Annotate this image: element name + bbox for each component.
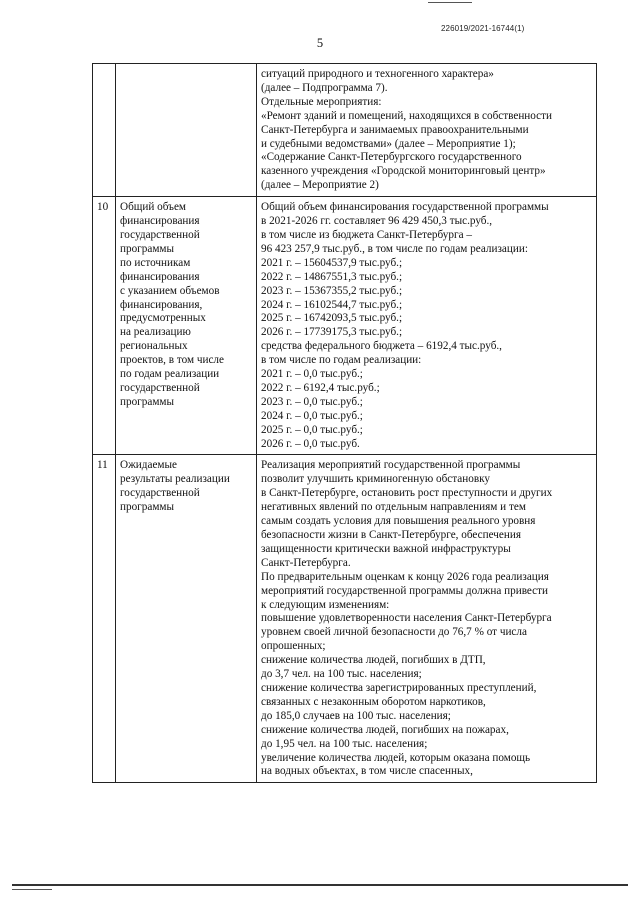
row-number	[93, 64, 116, 197]
row-content	[257, 197, 597, 455]
label-line: предусмотренных	[120, 312, 206, 325]
content-line: 2022 г. – 6192,4 тыс.руб.;	[261, 381, 380, 394]
content-line: 2025 г. – 16742093,5 тыс.руб.;	[261, 312, 403, 325]
label-line: финансирования	[120, 270, 200, 283]
label-line: финансирования,	[120, 298, 203, 311]
label-line: государственной	[120, 228, 200, 241]
content-line: средства федерального бюджета – 6192,4 тыс.руб.,	[261, 340, 502, 353]
label-line: Ожидаемые	[120, 459, 177, 472]
table-row	[93, 197, 597, 455]
document-id: 226019/2021-16744(1)	[441, 24, 525, 33]
content-line: Реализация мероприятий государственной программы	[261, 459, 521, 472]
content-line: (далее – Мероприятие 2)	[261, 179, 379, 192]
content-line: Санкт-Петербурга и занимаемых правоохранительными	[261, 123, 529, 136]
content-line: самым создать условия для повышения реального уровня	[261, 515, 536, 528]
content-line: увеличение количества людей, которым оказана помощь	[261, 751, 531, 764]
label-line: по годам реализации	[120, 368, 220, 381]
label-line: государственной	[120, 487, 200, 500]
page-number: 5	[316, 36, 324, 50]
top-mark-line	[428, 2, 472, 3]
content-line: Санкт-Петербурга.	[261, 556, 351, 569]
content-line: повышение удовлетворенности населения Санкт-Петербурга	[261, 612, 552, 625]
content-line: 2021 г. – 15604537,9 тыс.руб.;	[261, 256, 403, 269]
passport-table	[92, 63, 597, 783]
table-body	[93, 64, 597, 783]
content-line: на водных объектах, в том числе спасенных,	[261, 765, 473, 778]
content-line: опрошенных;	[261, 640, 326, 653]
content-line: до 185,0 случаев на 100 тыс. населения;	[261, 709, 451, 722]
row-label	[116, 197, 257, 455]
label-line: на реализацию	[120, 326, 191, 339]
content-line: и судебными ведомствами» (далее – Мероприятие 1);	[261, 137, 516, 150]
row-content	[257, 64, 597, 197]
content-line: позволит улучшить криминогенную обстановку	[261, 473, 490, 486]
content-line: 96 423 257,9 тыс.руб., в том числе по годам реализации:	[261, 242, 528, 255]
content-line: 2026 г. – 0,0 тыс.руб.	[261, 437, 360, 450]
content-line: 2025 г. – 0,0 тыс.руб.;	[261, 423, 363, 436]
content-line: негативных явлений по отдельным направлениям и тем	[261, 501, 526, 514]
label-line: по источникам	[120, 256, 191, 269]
content-line: 2023 г. – 0,0 тыс.руб.;	[261, 395, 363, 408]
content-line: в Санкт-Петербурге, остановить рост преступности и других	[261, 487, 553, 500]
content-line: 2024 г. – 16102544,7 тыс.руб.;	[261, 298, 403, 311]
label-line: результаты реализации	[120, 473, 230, 486]
content-line: 2024 г. – 0,0 тыс.руб.;	[261, 409, 363, 422]
content-line: «Ремонт зданий и помещений, находящихся в собственности	[261, 109, 553, 122]
content-line: в том числе из бюджета Санкт-Петербурга –	[261, 228, 472, 241]
content-line: ситуаций природного и техногенного характера»	[261, 68, 494, 80]
label-line: программы	[120, 501, 174, 514]
bottom-rule	[12, 884, 628, 886]
content-line: мероприятий государственной программы должна привести	[261, 584, 549, 597]
label-line: с указанием объемов	[120, 284, 220, 297]
label-line: региональных	[120, 340, 188, 353]
content-line: (далее – Подпрограмма 7).	[261, 81, 388, 94]
content-line: до 3,7 чел. на 100 тыс. населения;	[261, 668, 422, 681]
label-line: государственной	[120, 381, 200, 394]
content-line: в 2021-2026 гг. составляет 96 429 450,3 тыс.руб.,	[261, 215, 493, 228]
bottom-rule-short	[12, 889, 52, 890]
label-line: Общий объем	[120, 201, 186, 214]
content-line: безопасности жизни в Санкт-Петербурге, обеспечения	[261, 529, 521, 541]
content-line: «Содержание Санкт-Петербургского государственного	[261, 151, 522, 164]
content-line: казенного учреждения «Городской мониторинговый центр»	[261, 165, 546, 178]
row-number: 11	[93, 455, 116, 783]
content-line: защищенности критически важной инфраструктуры	[261, 542, 511, 555]
table-row	[93, 64, 597, 197]
row-label	[116, 64, 257, 197]
content-line: до 1,95 чел. на 100 тыс. населения;	[261, 737, 428, 750]
content-line: снижение количества зарегистрированных преступлений,	[261, 681, 537, 694]
content-line: 2022 г. – 14867551,3 тыс.руб.;	[261, 270, 403, 283]
content-line: Отдельные мероприятия:	[261, 95, 382, 108]
content-line: По предварительным оценкам к концу 2026 года реализация	[261, 570, 549, 583]
content-line: 2023 г. – 15367355,2 тыс.руб.;	[261, 284, 403, 297]
content-line: 2021 г. – 0,0 тыс.руб.;	[261, 368, 363, 381]
content-line: к следующим изменениям:	[261, 598, 390, 611]
content-line: снижение количества людей, погибших на пожарах,	[261, 723, 509, 736]
label-line: проектов, в том числе	[120, 354, 224, 367]
content-line: связанных с незаконным оборотом наркотиков,	[261, 695, 486, 708]
label-line: программы	[120, 395, 174, 408]
content-line: Общий объем финансирования государственной программы	[261, 201, 549, 214]
table-row	[93, 455, 597, 783]
content-line: в том числе по годам реализации:	[261, 354, 422, 367]
content-line: 2026 г. – 17739175,3 тыс.руб.;	[261, 326, 403, 339]
content-line: уровнем своей личной безопасности до 76,7 % от числа	[261, 626, 527, 639]
label-line: финансирования	[120, 215, 200, 228]
content-line: снижение количества людей, погибших в ДТП,	[261, 654, 486, 667]
row-number: 10	[93, 197, 116, 455]
label-line: программы	[120, 242, 174, 255]
row-content	[257, 455, 597, 783]
row-label	[116, 455, 257, 783]
